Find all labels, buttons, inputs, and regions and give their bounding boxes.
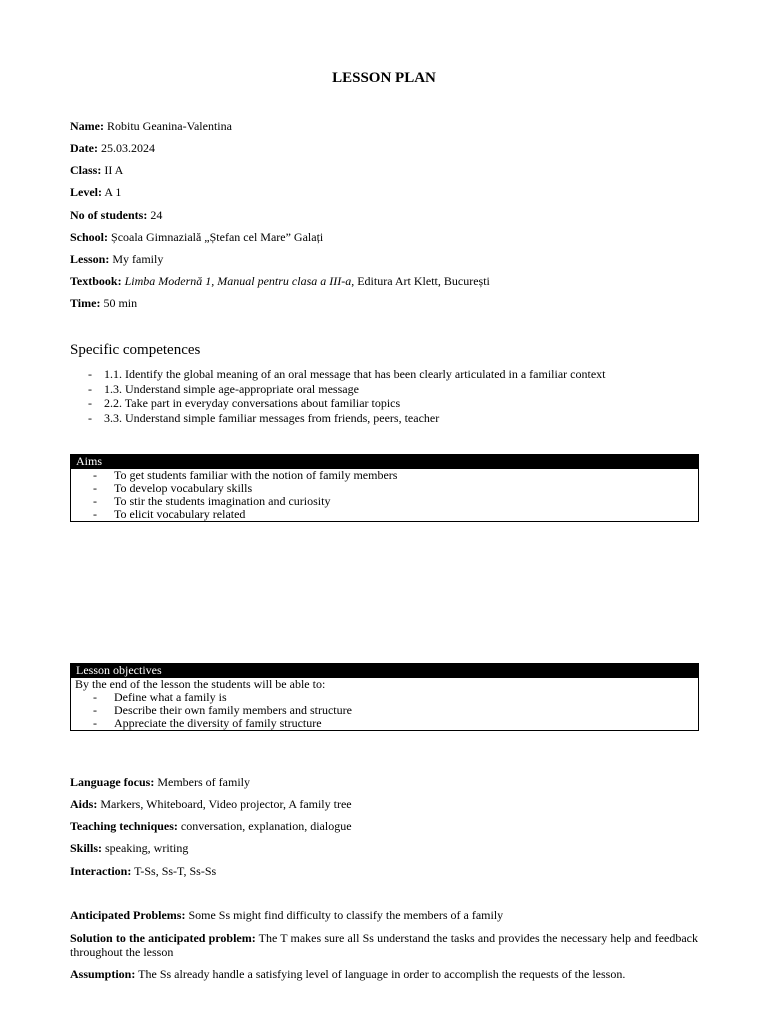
field-label: Lesson: [70, 252, 110, 266]
dash-bullet: - [93, 468, 97, 482]
field-value: Members of family [157, 775, 250, 789]
list-item [88, 382, 605, 397]
objectives-box [70, 663, 699, 731]
field-value: II A [104, 163, 124, 177]
list-item-text: 1.3. Understand simple age-appropriate oral message [104, 381, 359, 396]
list-item-text: To develop vocabulary skills [114, 481, 253, 495]
level-field [70, 185, 121, 199]
field-value: Some Ss might find difficulty to classify the members of a family [188, 908, 504, 922]
competences-list [88, 367, 605, 425]
field-value: Robitu Geanina-Valentina [106, 119, 232, 133]
aims-list [75, 469, 698, 521]
list-item-text: 3.3. Understand simple familiar messages from friends, peers, teacher [104, 410, 440, 425]
textbook-publisher: , Editura Art Klett, București [351, 274, 490, 288]
dash-bullet: - [88, 410, 92, 425]
list-item-text: Define what a family is [114, 690, 227, 704]
class-field [70, 163, 123, 177]
list-item [88, 411, 605, 426]
field-label: Aids: [70, 797, 98, 811]
objectives-body [71, 678, 698, 730]
field-value: My family [112, 252, 164, 266]
field-value: T-Ss, Ss-T, Ss-Ss [134, 864, 217, 878]
aims-box [70, 454, 699, 522]
dash-bullet: - [88, 367, 92, 381]
field-value: The Ss already handle a satisfying level of language in order to accomplish the requests of the lesson. [138, 967, 626, 981]
objectives-header: Lesson objectives [71, 664, 698, 678]
field-value: 24 [150, 208, 163, 222]
list-item-text: Describe their own family members and structure [114, 703, 352, 717]
lesson-field [70, 252, 163, 266]
list-item-text: To elicit vocabulary related [114, 507, 246, 521]
list-item-text: To get students familiar with the notion of family members [114, 468, 398, 482]
dash-bullet: - [93, 703, 97, 717]
dash-bullet: - [93, 507, 97, 521]
objectives-intro: By the end of the lesson the students will be able to: [75, 677, 326, 691]
field-label: Skills: [70, 841, 103, 855]
list-item [88, 396, 605, 411]
field-label: Name: [70, 119, 104, 133]
dash-bullet: - [93, 494, 97, 508]
skills-field [70, 841, 188, 855]
name-field [70, 119, 232, 133]
time-field [70, 296, 137, 310]
field-label: Class: [70, 163, 102, 177]
school-field [70, 230, 323, 244]
field-label: School: [70, 230, 109, 244]
aims-header: Aims [71, 455, 698, 469]
textbook-title: Limba Modernă 1, Manual pentru clasa a III-a [124, 274, 352, 288]
dash-bullet: - [93, 481, 97, 495]
language-focus-field [70, 775, 250, 789]
field-label: Anticipated Problems: [70, 908, 186, 922]
field-label: Level: [70, 185, 102, 199]
field-value: conversation, explanation, dialogue [180, 819, 352, 833]
field-label: Interaction: [70, 864, 132, 878]
field-label: Teaching techniques: [70, 819, 178, 833]
field-label: No of students: [70, 208, 148, 222]
field-value: 25.03.2024 [100, 141, 155, 155]
field-value: speaking, writing [105, 841, 189, 855]
interaction-field [70, 864, 216, 878]
field-label: Time: [70, 296, 101, 310]
field-label: Assumption: [70, 967, 136, 981]
textbook-field [70, 274, 490, 288]
field-value: A 1 [104, 185, 122, 199]
field-value: Școala Gimnazială „Ștefan cel Mare” Galați [111, 230, 324, 244]
dash-bullet: - [88, 396, 92, 410]
list-item-text: 1.1. Identify the global meaning of an oral message that has been clearly articulated in a familiar context [104, 367, 606, 381]
dash-bullet: - [88, 381, 92, 396]
competences-heading: Specific competences [70, 342, 201, 358]
objectives-list [75, 691, 698, 730]
list-item-text: Appreciate the diversity of family structure [114, 716, 322, 730]
list-item-text: 2.2. Take part in everyday conversations about familiar topics [104, 396, 401, 410]
date-field [70, 141, 155, 155]
students-field [70, 208, 162, 222]
list-item [93, 717, 698, 730]
list-item [93, 508, 698, 521]
aims-body [71, 469, 698, 521]
techniques-field [70, 819, 352, 833]
field-value: The T makes sure all Ss understand the tasks and provides the necessary help and feedback throughout the lesson [70, 931, 698, 959]
field-label: Language focus: [70, 775, 155, 789]
field-label: Textbook: [70, 274, 122, 288]
field-value: Markers, Whiteboard, Video projector, A family tree [100, 797, 352, 811]
list-item [88, 367, 605, 382]
field-label: Solution to the anticipated problem: [70, 931, 256, 945]
dash-bullet: - [93, 690, 97, 704]
assumption-field [70, 967, 625, 981]
page-title: LESSON PLAN [332, 70, 436, 86]
aids-field [70, 797, 352, 811]
anticipated-problems-field [70, 908, 503, 922]
field-label: Date: [70, 141, 98, 155]
solution-paragraph [70, 931, 698, 959]
field-value: 50 min [103, 296, 138, 310]
dash-bullet: - [93, 716, 97, 730]
list-item-text: To stir the students imagination and curiosity [114, 494, 331, 508]
